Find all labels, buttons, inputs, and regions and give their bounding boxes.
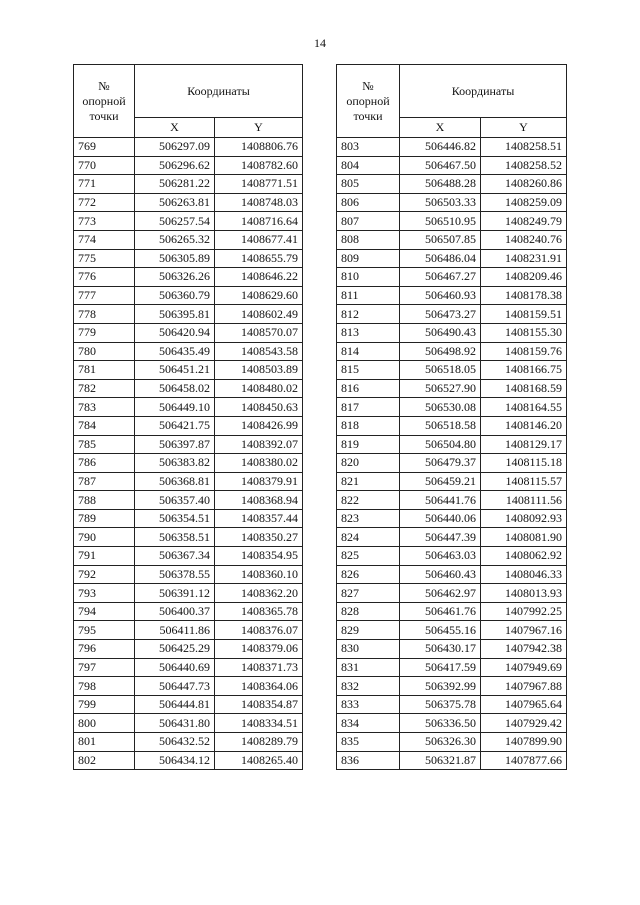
y-coordinate-cell: 1407942.38	[481, 640, 567, 659]
y-coordinate-cell: 1408646.22	[215, 268, 303, 287]
y-coordinate-cell: 1407877.66	[481, 751, 567, 770]
table-row	[337, 416, 567, 435]
table-row	[74, 677, 303, 696]
table-row	[337, 584, 567, 603]
y-coordinate-cell: 1408426.99	[215, 416, 303, 435]
point-number-cell: 774	[74, 230, 135, 249]
x-coordinate-cell: 506435.49	[135, 342, 215, 361]
point-number-cell: 835	[337, 733, 400, 752]
point-number-cell: 787	[74, 472, 135, 491]
x-coordinate-cell: 506458.02	[135, 379, 215, 398]
y-coordinate-cell: 1407929.42	[481, 714, 567, 733]
y-coordinate-cell: 1408209.46	[481, 268, 567, 287]
y-coordinate-cell: 1408166.75	[481, 361, 567, 380]
y-coordinate-cell: 1408368.94	[215, 491, 303, 510]
y-coordinate-cell: 1408258.51	[481, 138, 567, 157]
y-coordinate-cell: 1408371.73	[215, 658, 303, 677]
x-coordinate-cell: 506281.22	[135, 175, 215, 194]
table-row	[74, 305, 303, 324]
table-row	[74, 323, 303, 342]
table-row	[74, 193, 303, 212]
y-coordinate-cell: 1408164.55	[481, 398, 567, 417]
point-number-cell: 791	[74, 547, 135, 566]
point-number-cell: 831	[337, 658, 400, 677]
point-number-cell: 836	[337, 751, 400, 770]
y-coordinate-cell: 1408365.78	[215, 602, 303, 621]
x-coordinate-cell: 506357.40	[135, 491, 215, 510]
point-number-cell: 797	[74, 658, 135, 677]
y-coordinate-cell: 1408357.44	[215, 509, 303, 528]
y-coordinate-cell: 1408111.56	[481, 491, 567, 510]
point-number-cell: 780	[74, 342, 135, 361]
x-coordinate-cell: 506504.80	[400, 435, 481, 454]
x-coordinate-cell: 506518.05	[400, 361, 481, 380]
y-coordinate-cell: 1408081.90	[481, 528, 567, 547]
x-coordinate-cell: 506321.87	[400, 751, 481, 770]
x-coordinate-cell: 506395.81	[135, 305, 215, 324]
point-number-cell: 823	[337, 509, 400, 528]
table-row	[337, 565, 567, 584]
x-coordinate-cell: 506447.39	[400, 528, 481, 547]
y-coordinate-cell: 1408129.17	[481, 435, 567, 454]
x-coordinate-cell: 506455.16	[400, 621, 481, 640]
y-coordinate-cell: 1407899.90	[481, 733, 567, 752]
table-row	[74, 138, 303, 157]
y-coordinate-cell: 1408629.60	[215, 286, 303, 305]
x-coordinate-cell: 506411.86	[135, 621, 215, 640]
y-coordinate-cell: 1408771.51	[215, 175, 303, 194]
table-row	[74, 156, 303, 175]
point-number-cell: 778	[74, 305, 135, 324]
x-coordinate-cell: 506326.30	[400, 733, 481, 752]
table-row	[74, 454, 303, 473]
table-row	[337, 175, 567, 194]
y-coordinate-cell: 1408503.89	[215, 361, 303, 380]
point-number-header-line1: №	[362, 78, 374, 93]
y-coordinate-cell: 1408350.27	[215, 528, 303, 547]
x-coordinate-cell: 506392.99	[400, 677, 481, 696]
point-number-cell: 806	[337, 193, 400, 212]
x-coordinate-cell: 506421.75	[135, 416, 215, 435]
table-row	[74, 565, 303, 584]
table-row	[337, 472, 567, 491]
x-coordinate-cell: 506431.80	[135, 714, 215, 733]
point-number-cell: 819	[337, 435, 400, 454]
table-row	[74, 398, 303, 417]
table-row	[74, 472, 303, 491]
point-number-cell: 805	[337, 175, 400, 194]
y-coordinate-cell: 1408062.92	[481, 547, 567, 566]
point-number-cell: 813	[337, 323, 400, 342]
table-row	[337, 305, 567, 324]
x-coordinate-cell: 506459.21	[400, 472, 481, 491]
x-coordinate-cell: 506417.59	[400, 658, 481, 677]
point-number-cell: 809	[337, 249, 400, 268]
point-number-cell: 816	[337, 379, 400, 398]
y-coordinate-cell: 1408362.20	[215, 584, 303, 603]
y-coordinate-cell: 1408376.07	[215, 621, 303, 640]
x-coordinate-cell: 506462.97	[400, 584, 481, 603]
x-coordinate-cell: 506434.12	[135, 751, 215, 770]
point-number-cell: 817	[337, 398, 400, 417]
point-number-cell: 808	[337, 230, 400, 249]
table-row	[337, 621, 567, 640]
table-row	[74, 342, 303, 361]
x-coordinate-cell: 506440.06	[400, 509, 481, 528]
y-coordinate-cell: 1408259.09	[481, 193, 567, 212]
table-row	[337, 640, 567, 659]
point-number-cell: 769	[74, 138, 135, 157]
point-number-cell: 770	[74, 156, 135, 175]
point-number-cell: 802	[74, 751, 135, 770]
y-coordinate-cell: 1408379.91	[215, 472, 303, 491]
point-number-cell: 781	[74, 361, 135, 380]
point-number-cell: 828	[337, 602, 400, 621]
point-number-cell: 826	[337, 565, 400, 584]
y-coordinate-cell: 1408265.40	[215, 751, 303, 770]
point-number-cell: 807	[337, 212, 400, 231]
y-coordinate-cell: 1408115.57	[481, 472, 567, 491]
table-row	[337, 733, 567, 752]
table-row	[337, 602, 567, 621]
point-number-cell: 814	[337, 342, 400, 361]
point-number-cell: 821	[337, 472, 400, 491]
point-number-cell: 832	[337, 677, 400, 696]
x-coordinate-cell: 506473.27	[400, 305, 481, 324]
table-row	[74, 175, 303, 194]
x-coordinate-cell: 506400.37	[135, 602, 215, 621]
table-row	[74, 249, 303, 268]
x-coordinate-cell: 506354.51	[135, 509, 215, 528]
table-row	[337, 286, 567, 305]
point-number-cell: 833	[337, 695, 400, 714]
table-row	[337, 695, 567, 714]
y-coordinate-cell: 1408392.07	[215, 435, 303, 454]
table-row	[337, 677, 567, 696]
x-coordinate-cell: 506518.58	[400, 416, 481, 435]
coordinates-table-right	[336, 64, 567, 770]
y-header: Y	[481, 118, 567, 138]
x-coordinate-cell: 506432.52	[135, 733, 215, 752]
point-number-cell: 784	[74, 416, 135, 435]
table-row	[74, 640, 303, 659]
point-number-cell: 788	[74, 491, 135, 510]
x-coordinate-cell: 506507.85	[400, 230, 481, 249]
y-coordinate-cell: 1408334.51	[215, 714, 303, 733]
point-number-cell: 820	[337, 454, 400, 473]
x-coordinate-cell: 506397.87	[135, 435, 215, 454]
y-coordinate-cell: 1408159.51	[481, 305, 567, 324]
x-coordinate-cell: 506297.09	[135, 138, 215, 157]
point-number-cell: 777	[74, 286, 135, 305]
x-header: X	[400, 118, 481, 138]
point-number-cell: 775	[74, 249, 135, 268]
table-row	[337, 547, 567, 566]
table-row	[337, 212, 567, 231]
table-row	[337, 714, 567, 733]
y-coordinate-cell: 1408168.59	[481, 379, 567, 398]
point-number-cell: 779	[74, 323, 135, 342]
x-coordinate-cell: 506367.34	[135, 547, 215, 566]
table-row	[337, 435, 567, 454]
table-row	[337, 193, 567, 212]
point-number-header	[337, 65, 400, 138]
point-number-cell: 803	[337, 138, 400, 157]
y-coordinate-cell: 1408480.02	[215, 379, 303, 398]
table-row	[74, 212, 303, 231]
x-coordinate-cell: 506527.90	[400, 379, 481, 398]
y-coordinate-cell: 1408092.93	[481, 509, 567, 528]
point-number-cell: 776	[74, 268, 135, 287]
point-number-cell: 825	[337, 547, 400, 566]
y-coordinate-cell: 1407967.88	[481, 677, 567, 696]
point-number-header-line3: точки	[353, 108, 383, 123]
point-number-cell: 794	[74, 602, 135, 621]
y-coordinate-cell: 1408602.49	[215, 305, 303, 324]
page-number: 14	[314, 36, 326, 50]
table-row	[74, 695, 303, 714]
table-row	[337, 138, 567, 157]
y-coordinate-cell: 1407949.69	[481, 658, 567, 677]
table-row	[337, 658, 567, 677]
table-row	[74, 509, 303, 528]
x-coordinate-cell: 506490.43	[400, 323, 481, 342]
x-coordinate-cell: 506430.17	[400, 640, 481, 659]
table-row	[337, 454, 567, 473]
point-number-cell: 772	[74, 193, 135, 212]
table-row	[337, 342, 567, 361]
point-number-header-line2: опорной	[82, 93, 126, 108]
x-coordinate-cell: 506503.33	[400, 193, 481, 212]
y-coordinate-cell: 1408155.30	[481, 323, 567, 342]
x-coordinate-cell: 506257.54	[135, 212, 215, 231]
x-coordinate-cell: 506425.29	[135, 640, 215, 659]
x-coordinate-cell: 506451.21	[135, 361, 215, 380]
table-row	[74, 547, 303, 566]
y-coordinate-cell: 1408677.41	[215, 230, 303, 249]
x-coordinate-cell: 506360.79	[135, 286, 215, 305]
table-row	[74, 379, 303, 398]
point-number-cell: 801	[74, 733, 135, 752]
point-number-cell: 810	[337, 268, 400, 287]
point-number-cell: 800	[74, 714, 135, 733]
x-coordinate-cell: 506486.04	[400, 249, 481, 268]
table-row	[74, 491, 303, 510]
point-number-cell: 795	[74, 621, 135, 640]
table-row	[337, 361, 567, 380]
table-row	[337, 249, 567, 268]
point-number-cell: 786	[74, 454, 135, 473]
coordinates-table-left	[73, 64, 303, 770]
x-coordinate-cell: 506461.76	[400, 602, 481, 621]
x-coordinate-cell: 506391.12	[135, 584, 215, 603]
x-coordinate-cell: 506336.50	[400, 714, 481, 733]
table-row	[74, 621, 303, 640]
x-coordinate-cell: 506467.50	[400, 156, 481, 175]
point-number-cell: 799	[74, 695, 135, 714]
x-coordinate-cell: 506530.08	[400, 398, 481, 417]
y-header: Y	[215, 118, 303, 138]
coordinates-table-left-body	[74, 138, 303, 770]
point-number-cell: 782	[74, 379, 135, 398]
table-row	[74, 714, 303, 733]
x-coordinate-cell: 506463.03	[400, 547, 481, 566]
point-number-cell: 834	[337, 714, 400, 733]
x-coordinate-cell: 506479.37	[400, 454, 481, 473]
point-number-cell: 830	[337, 640, 400, 659]
table-row	[337, 491, 567, 510]
y-coordinate-cell: 1408178.38	[481, 286, 567, 305]
table-row	[74, 751, 303, 770]
point-number-cell: 785	[74, 435, 135, 454]
y-coordinate-cell: 1408354.87	[215, 695, 303, 714]
y-coordinate-cell: 1408240.76	[481, 230, 567, 249]
point-number-cell: 789	[74, 509, 135, 528]
x-coordinate-cell: 506305.89	[135, 249, 215, 268]
point-number-cell: 812	[337, 305, 400, 324]
table-row	[337, 268, 567, 287]
table-row	[74, 602, 303, 621]
y-coordinate-cell: 1408716.64	[215, 212, 303, 231]
table-row	[337, 323, 567, 342]
table-row	[337, 379, 567, 398]
y-coordinate-cell: 1408380.02	[215, 454, 303, 473]
y-coordinate-cell: 1408258.52	[481, 156, 567, 175]
x-coordinate-cell: 506368.81	[135, 472, 215, 491]
point-number-cell: 796	[74, 640, 135, 659]
y-coordinate-cell: 1408782.60	[215, 156, 303, 175]
x-coordinate-cell: 506460.43	[400, 565, 481, 584]
y-coordinate-cell: 1408260.86	[481, 175, 567, 194]
x-coordinate-cell: 506420.94	[135, 323, 215, 342]
coordinates-header: Координаты	[135, 65, 303, 118]
x-coordinate-cell: 506441.76	[400, 491, 481, 510]
y-coordinate-cell: 1408360.10	[215, 565, 303, 584]
y-coordinate-cell: 1407992.25	[481, 602, 567, 621]
y-coordinate-cell: 1408450.63	[215, 398, 303, 417]
point-number-cell: 783	[74, 398, 135, 417]
y-coordinate-cell: 1407967.16	[481, 621, 567, 640]
y-coordinate-cell: 1408289.79	[215, 733, 303, 752]
table-row	[337, 751, 567, 770]
point-number-header	[74, 65, 135, 138]
point-number-cell: 792	[74, 565, 135, 584]
x-coordinate-cell: 506447.73	[135, 677, 215, 696]
point-number-cell: 773	[74, 212, 135, 231]
y-coordinate-cell: 1408115.18	[481, 454, 567, 473]
table-row	[74, 286, 303, 305]
table-row	[337, 230, 567, 249]
x-header: X	[135, 118, 215, 138]
y-coordinate-cell: 1408159.76	[481, 342, 567, 361]
table-row	[74, 230, 303, 249]
x-coordinate-cell: 506378.55	[135, 565, 215, 584]
x-coordinate-cell: 506498.92	[400, 342, 481, 361]
point-number-header-line1: №	[98, 78, 110, 93]
y-coordinate-cell: 1408249.79	[481, 212, 567, 231]
x-coordinate-cell: 506460.93	[400, 286, 481, 305]
x-coordinate-cell: 506444.81	[135, 695, 215, 714]
coordinates-table-right-body	[337, 138, 567, 770]
point-number-cell: 829	[337, 621, 400, 640]
point-number-cell: 804	[337, 156, 400, 175]
y-coordinate-cell: 1408655.79	[215, 249, 303, 268]
x-coordinate-cell: 506263.81	[135, 193, 215, 212]
table-row	[74, 658, 303, 677]
x-coordinate-cell: 506358.51	[135, 528, 215, 547]
table-row	[337, 528, 567, 547]
y-coordinate-cell: 1407965.64	[481, 695, 567, 714]
point-number-cell: 811	[337, 286, 400, 305]
y-coordinate-cell: 1408543.58	[215, 342, 303, 361]
y-coordinate-cell: 1408364.06	[215, 677, 303, 696]
point-number-cell: 827	[337, 584, 400, 603]
point-number-cell: 790	[74, 528, 135, 547]
point-number-cell: 818	[337, 416, 400, 435]
point-number-cell: 771	[74, 175, 135, 194]
table-row	[337, 156, 567, 175]
table-row	[74, 361, 303, 380]
x-coordinate-cell: 506265.32	[135, 230, 215, 249]
x-coordinate-cell: 506383.82	[135, 454, 215, 473]
table-row	[74, 268, 303, 287]
y-coordinate-cell: 1408570.07	[215, 323, 303, 342]
y-coordinate-cell: 1408354.95	[215, 547, 303, 566]
point-number-cell: 815	[337, 361, 400, 380]
point-number-cell: 793	[74, 584, 135, 603]
y-coordinate-cell: 1408046.33	[481, 565, 567, 584]
x-coordinate-cell: 506510.95	[400, 212, 481, 231]
table-row	[74, 733, 303, 752]
table-row	[74, 416, 303, 435]
x-coordinate-cell: 506446.82	[400, 138, 481, 157]
x-coordinate-cell: 506440.69	[135, 658, 215, 677]
y-coordinate-cell: 1408379.06	[215, 640, 303, 659]
table-row	[74, 584, 303, 603]
y-coordinate-cell: 1408013.93	[481, 584, 567, 603]
x-coordinate-cell: 506296.62	[135, 156, 215, 175]
y-coordinate-cell: 1408806.76	[215, 138, 303, 157]
point-number-header-line3: точки	[89, 108, 119, 123]
table-row	[74, 528, 303, 547]
y-coordinate-cell: 1408748.03	[215, 193, 303, 212]
x-coordinate-cell: 506488.28	[400, 175, 481, 194]
point-number-cell: 798	[74, 677, 135, 696]
table-row	[337, 398, 567, 417]
y-coordinate-cell: 1408231.91	[481, 249, 567, 268]
x-coordinate-cell: 506375.78	[400, 695, 481, 714]
coordinates-header: Координаты	[400, 65, 567, 118]
x-coordinate-cell: 506326.26	[135, 268, 215, 287]
table-row	[74, 435, 303, 454]
point-number-header-line2: опорной	[346, 93, 390, 108]
x-coordinate-cell: 506467.27	[400, 268, 481, 287]
y-coordinate-cell: 1408146.20	[481, 416, 567, 435]
table-row	[337, 509, 567, 528]
point-number-cell: 824	[337, 528, 400, 547]
point-number-cell: 822	[337, 491, 400, 510]
x-coordinate-cell: 506449.10	[135, 398, 215, 417]
